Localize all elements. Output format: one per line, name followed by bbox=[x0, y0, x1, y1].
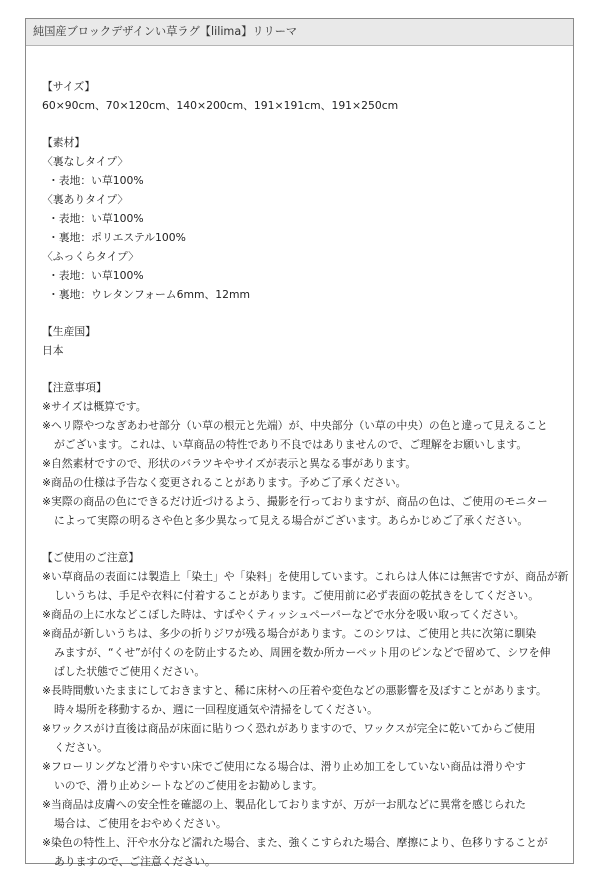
usage-section bbox=[42, 548, 573, 871]
panel-content bbox=[26, 46, 573, 871]
caution-item-cont: によって実際の明るさや色と多少異なって見える場合がございます。あらかじめご了承ください。 bbox=[54, 514, 529, 527]
usage-item: ※い草商品の表面には製造上「染土」や「染料」を使用しています。これらは人体には無害ですが、商品が新 bbox=[42, 570, 569, 583]
usage-item-cont: 場合は、ご使用をおやめください。 bbox=[54, 817, 227, 830]
caution-item-cont: がございます。これは、い草商品の特性であり不良ではありませんので、ご理解をお願いします。 bbox=[54, 438, 528, 451]
usage-item: ※商品の上に水などこぼした時は、すばやくティッシュペーパーなどで水分を吸い取ってください。 bbox=[42, 608, 525, 621]
usage-item-cont: いので、滑り止めシートなどのご使用をお勧めします。 bbox=[54, 779, 323, 792]
material-type-fluffy: 〈ふっくらタイプ〉 bbox=[42, 250, 139, 263]
usage-item-cont: 時々場所を移動するか、週に一回程度通気や清掃をしてください。 bbox=[54, 703, 378, 716]
size-heading: 【サイズ】 bbox=[42, 80, 96, 93]
usage-item: ※フローリングなど滑りやすい床でご使用になる場合は、滑り止め加工をしていない商品は滑りやす bbox=[42, 760, 526, 773]
caution-item: ※サイズは概算です。 bbox=[42, 400, 147, 413]
material-type-with-backing: 〈裏ありタイプ〉 bbox=[42, 193, 129, 206]
material-type-with-backing-front: ・表地：い草100% bbox=[48, 212, 144, 225]
product-info-panel bbox=[25, 18, 574, 868]
usage-item: ※当商品は皮膚への安全性を確認の上、製品化しておりますが、万が一お肌などに異常を感じられた bbox=[42, 798, 527, 811]
caution-item: ※ヘリ際やつなぎあわせ部分（い草の根元と先端）が、中央部分（い草の中央）の色と違って見えること bbox=[42, 419, 548, 432]
panel-title: 純国産ブロックデザインい草ラグ【lilima】リリーマ bbox=[33, 25, 298, 38]
origin-section bbox=[42, 322, 573, 360]
usage-item-cont: ください。 bbox=[54, 741, 108, 754]
caution-item: ※実際の商品の色にできるだけ近づけるよう、撮影を行っておりますが、商品の色は、ご使用のモニター bbox=[42, 495, 548, 508]
usage-item: ※ワックスがけ直後は商品が床面に貼りつく恐れがありますので、ワックスが完全に乾いてからご使用 bbox=[42, 722, 536, 735]
usage-item-cont: ありますので、ご注意ください。 bbox=[54, 855, 216, 868]
origin-heading: 【生産国】 bbox=[42, 325, 96, 338]
size-section bbox=[42, 77, 573, 115]
material-type-no-backing-front: ・表地：い草100% bbox=[48, 174, 144, 187]
size-values: 60×90cm、70×120cm、140×200cm、191×191cm、191×250cm bbox=[42, 99, 399, 112]
usage-heading: 【ご使用のご注意】 bbox=[42, 551, 140, 564]
material-type-with-backing-back: ・裏地：ポリエステル100% bbox=[48, 231, 186, 244]
cautions-heading: 【注意事項】 bbox=[42, 381, 107, 394]
material-type-fluffy-back: ・裏地：ウレタンフォーム6mm、12mm bbox=[48, 288, 251, 301]
usage-item-cont: ばした状態でご使用ください。 bbox=[54, 665, 206, 678]
usage-item-cont: しいうちは、手足や衣料に付着することがあります。ご使用前に必ず表面の乾拭きをしてください。 bbox=[54, 589, 539, 602]
material-section bbox=[42, 133, 573, 304]
panel-header bbox=[26, 19, 573, 46]
caution-item: ※自然素材ですので、形状のバラツキやサイズが表示と異なる事があります。 bbox=[42, 457, 417, 470]
cautions-section bbox=[42, 378, 573, 530]
material-heading: 【素材】 bbox=[42, 136, 86, 149]
material-type-no-backing: 〈裏なしタイプ〉 bbox=[42, 155, 129, 168]
usage-item-cont: みますが、“くせ”が付くのを防止するため、周囲を数か所カーペット用のピンなどで留めて、シワを伸 bbox=[54, 646, 551, 659]
usage-item: ※商品が新しいうちは、多少の折りジワが残る場合があります。このシワは、ご使用と共に次第に馴染 bbox=[42, 627, 537, 640]
usage-item: ※染色の特性上、汗や水分など濡れた場合、また、強くこすられた場合、摩擦により、色移りすることが bbox=[42, 836, 548, 849]
usage-item: ※長時間敷いたままにしておきますと、稀に床材への圧着や変色などの悪影響を及ぼすことがあります。 bbox=[42, 684, 547, 697]
origin-value: 日本 bbox=[42, 344, 64, 357]
caution-item: ※商品の仕様は予告なく変更されることがあります。予めご了承ください。 bbox=[42, 476, 407, 489]
material-type-fluffy-front: ・表地：い草100% bbox=[48, 269, 144, 282]
